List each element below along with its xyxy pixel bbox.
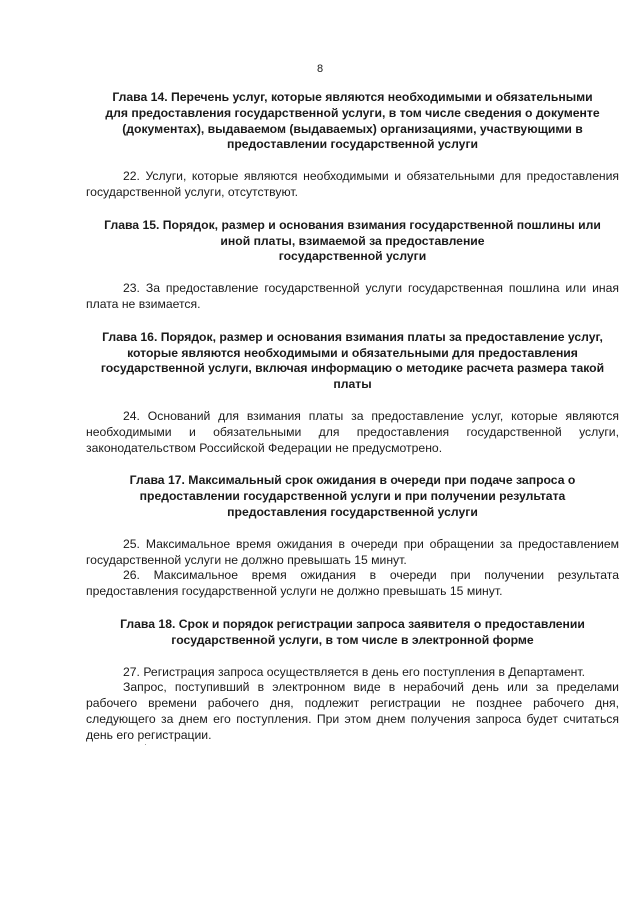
document-body <box>86 90 619 744</box>
chapter-18-heading <box>86 617 619 649</box>
heading-line: государственной услуги, включая информацию о методике расчета размера такой <box>100 361 605 376</box>
paragraph-26: 26. Максимальное время ожидания в очереди при получении результата предоставления государственной услуги не должно превышать 15 минут. <box>86 568 619 599</box>
paragraph-27: 27. Регистрация запроса осуществляется в день его поступления в Департамент. <box>123 664 585 679</box>
scan-dot <box>145 744 146 745</box>
heading-line: предоставлении государственной услуги и при получении результата <box>139 489 566 504</box>
heading-line: Глава 18. Срок и порядок регистрации запроса заявителя о предоставлении <box>120 616 585 631</box>
heading-line: платы <box>333 377 372 392</box>
heading-line: Глава 15. Порядок, размер и основания взимания государственной пошлины или <box>104 217 601 232</box>
heading-line: государственной услуги <box>278 249 427 264</box>
paragraph-23: 23. За предоставление государственной услуги государственная пошлина или иная плата не взимается. <box>86 281 619 311</box>
page-number: 8 <box>316 63 324 75</box>
paragraph-24: 24. Оснований для взимания платы за предоставление услуг, которые являются необходимыми и обязательными для предоставления государственной услуги, законодательством Российской Федерации не предусмотрено. <box>86 408 619 455</box>
paragraph-22: 22. Услуги, которые являются необходимыми и обязательными для предоставления государственной услуги, отсутствуют. <box>86 169 619 199</box>
paragraph-27-continuation: Запрос, поступивший в электронном виде в нерабочий день или за пределами рабочего времени рабочего дня, подлежит регистрации не позднее рабочего дня, следующего за днем его поступления. При этом днем получения запроса будет считаться день его регистрации. <box>86 680 619 742</box>
heading-line: которые являются необходимыми и обязательными для предоставления <box>127 345 578 360</box>
heading-line: Глава 16. Порядок, размер и основания взимания платы за предоставление услуг, <box>102 329 603 344</box>
heading-line: государственной услуги, в том числе в электронной форме <box>171 632 534 647</box>
chapter-16-heading <box>86 330 619 393</box>
heading-line: предоставления государственной услуги <box>227 504 478 519</box>
heading-line: (документах), выдаваемом (выдаваемых) организациями, участвующими в <box>122 121 583 136</box>
heading-line: для предоставления государственной услуги, в том числе сведения о документе <box>105 105 600 120</box>
heading-line: предоставлении государственной услуги <box>226 137 479 152</box>
heading-line: Глава 17. Максимальный срок ожидания в очереди при подаче запроса о <box>129 473 576 488</box>
heading-line: иной платы, взимаемой за предоставление <box>220 233 485 248</box>
chapter-14-heading <box>86 90 619 153</box>
paragraph-25: 25. Максимальное время ожидания в очереди при обращении за предоставлением государственной услуги не должно превышать 15 минут. <box>86 536 619 567</box>
chapter-17-heading <box>86 473 619 520</box>
chapter-15-heading <box>86 218 619 265</box>
heading-line: Глава 14. Перечень услуг, которые являются необходимыми и обязательными <box>112 90 593 104</box>
